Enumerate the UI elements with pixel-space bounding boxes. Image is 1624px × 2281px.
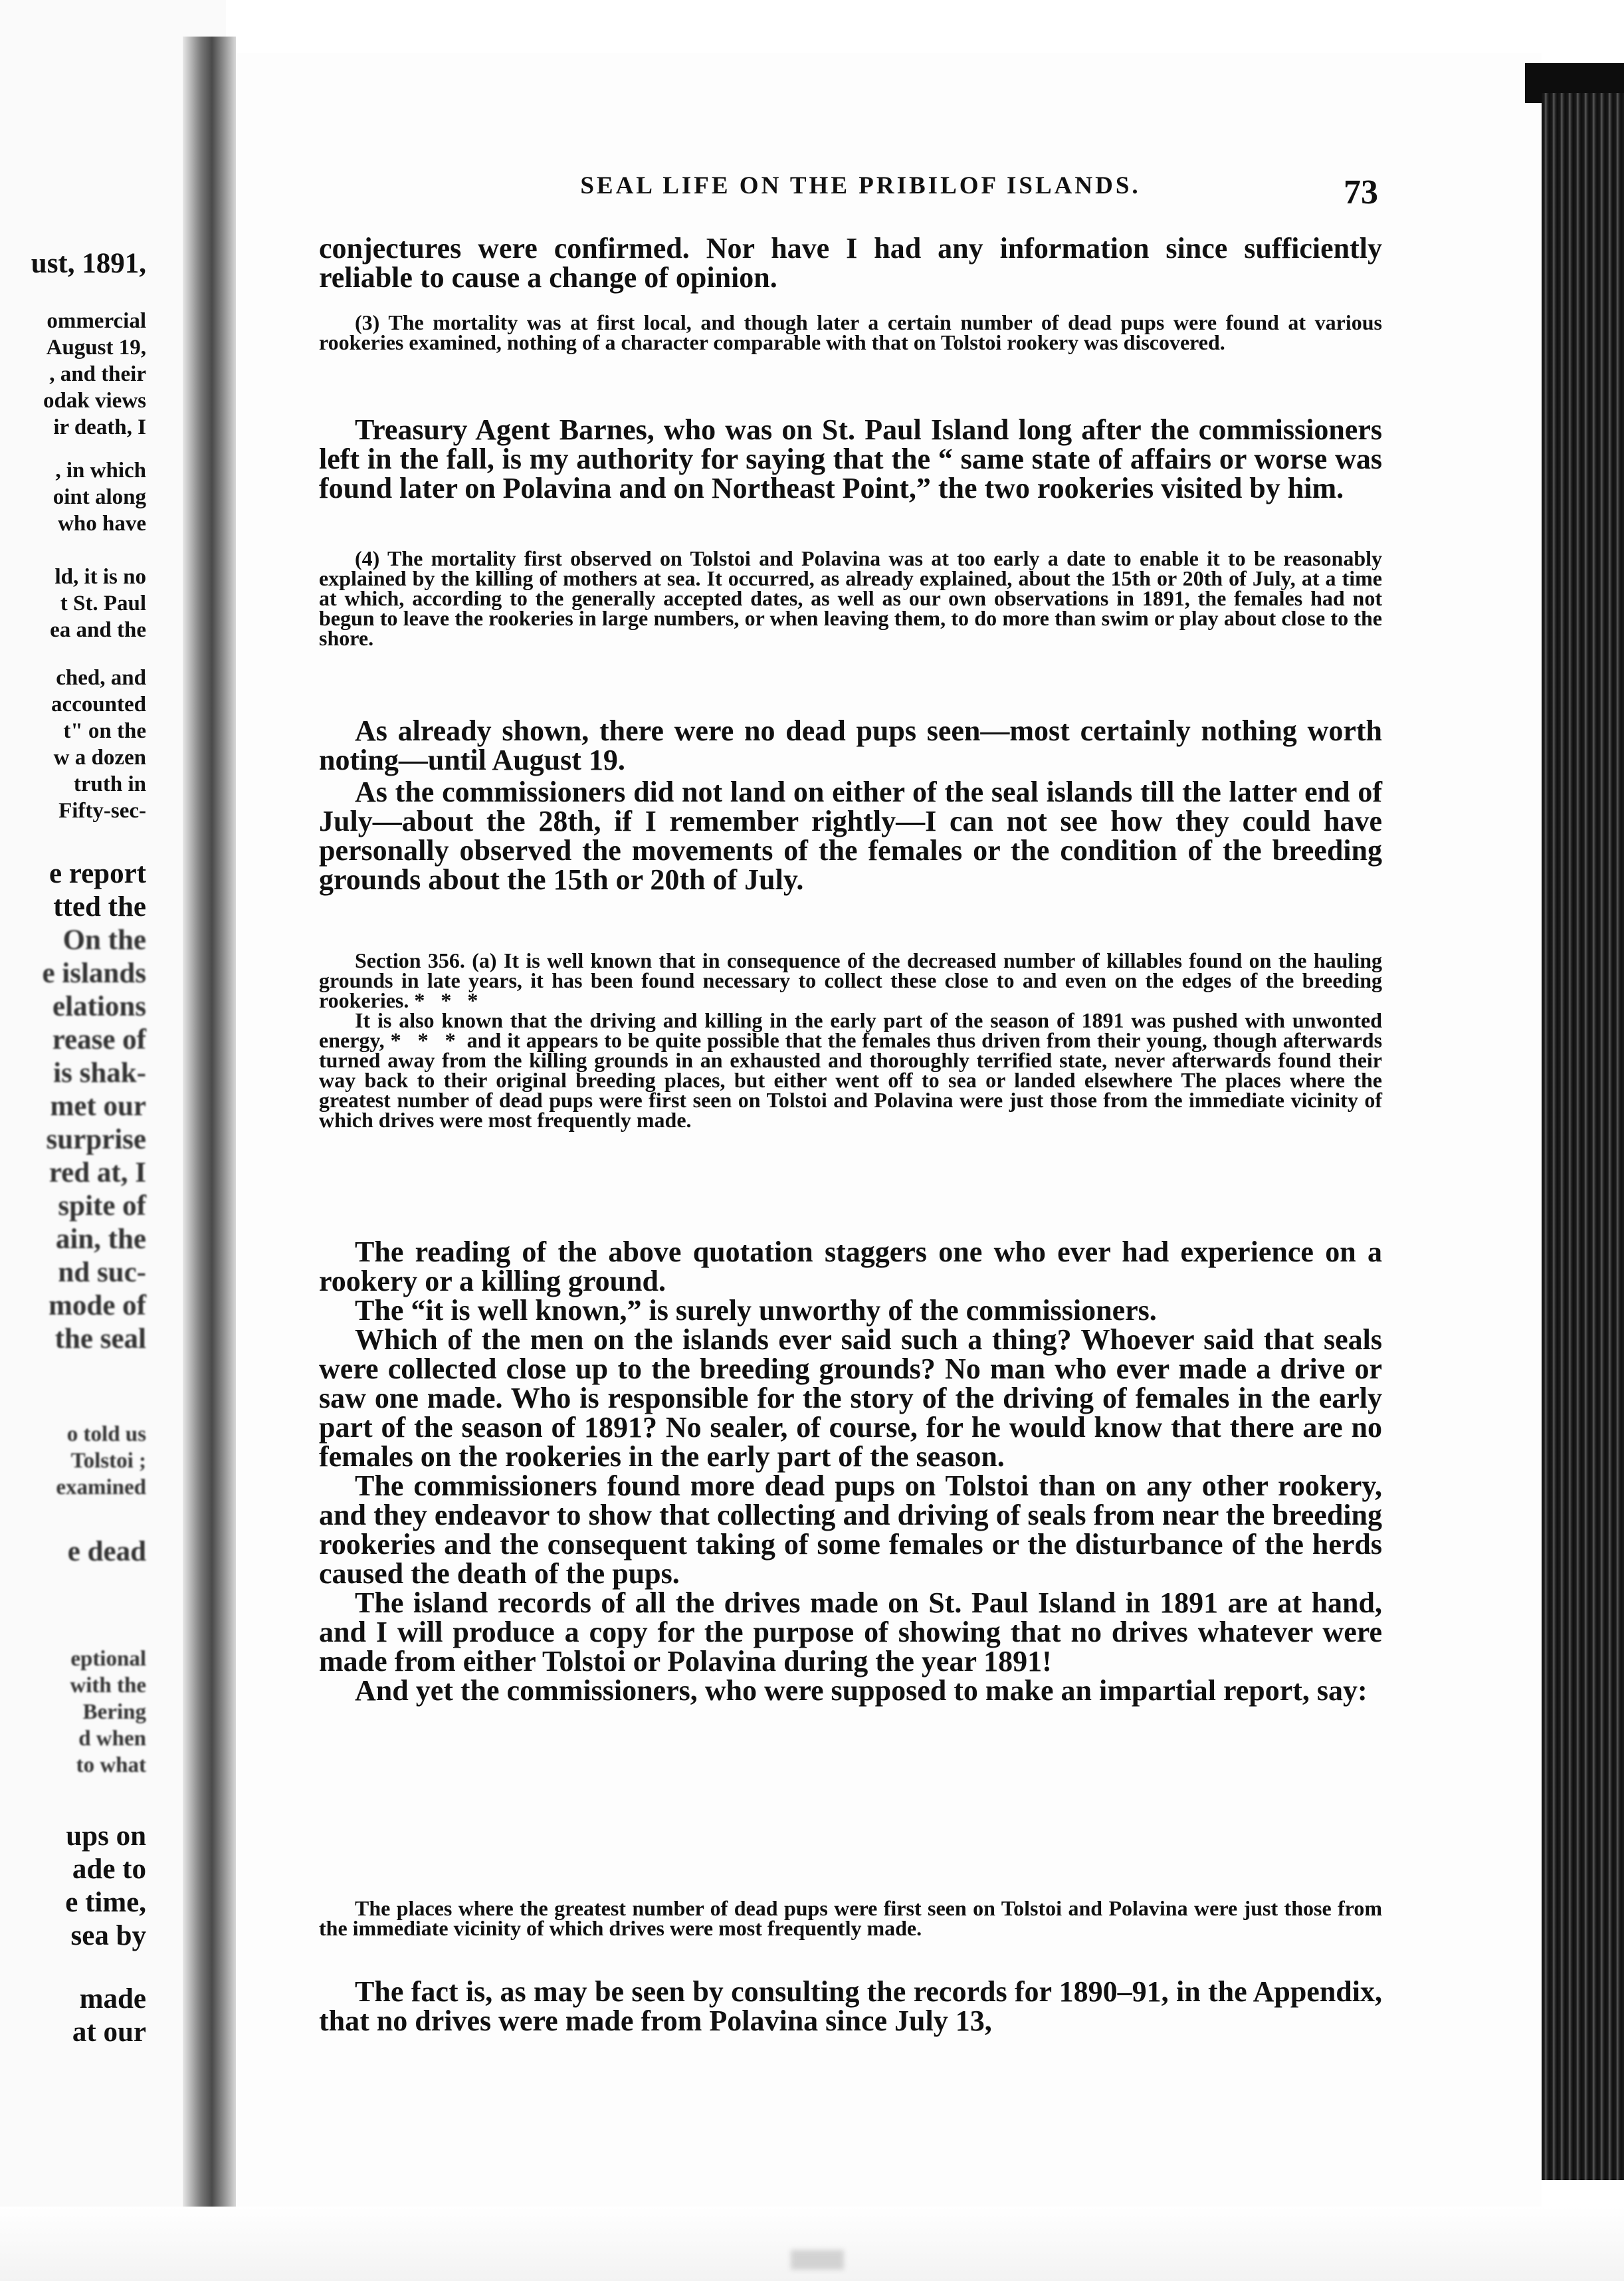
left-page-line: ommercial — [47, 309, 146, 333]
left-page-line: with the — [70, 1674, 146, 1697]
left-page-line: red at, I — [49, 1157, 146, 1188]
left-page-line: August 19, — [46, 336, 146, 360]
left-page-line: mode of — [49, 1290, 146, 1321]
left-page-line: ain, the — [55, 1224, 146, 1255]
page-edges — [1542, 93, 1624, 2180]
left-page-line: Fifty-sec- — [58, 799, 146, 823]
left-page-line: , and their — [49, 362, 146, 386]
left-page-line: oint along — [52, 485, 146, 509]
quote-paragraph: The places where the greatest number of dead pups were first seen on Tolstoi and Polavina were just those from the immediate vicinity of which drives were most frequently made. — [319, 1896, 1382, 1940]
left-page-line: ir death, I — [53, 415, 146, 439]
left-page-line: Tolstoi ; — [70, 1449, 146, 1473]
body-paragraph: And yet the commissioners, who were supposed to make an impartial report, say: — [355, 1674, 1368, 1707]
left-page-line: who have — [58, 512, 146, 536]
body-paragraph: conjectures were confirmed. Nor have I had any information since sufficiently reliable to cause a change of opinion. — [319, 232, 1382, 294]
quote-paragraph: (3) The mortality was at first local, and though later a certain number of dead pups were found at various rookeries examined, nothing of a character comparable with that on Tolstoi rookery was discovered. — [319, 310, 1382, 354]
quote-paragraph — [319, 1010, 1382, 1130]
body-paragraph: As already shown, there were no dead pups seen—most certainly nothing worth noting—until August 19. — [319, 714, 1382, 776]
body-paragraph: The “it is well known,” is surely unworthy of the commissioners. — [355, 1294, 1157, 1327]
left-page-line: sea by — [70, 1920, 146, 1951]
paragraph-fact — [319, 1977, 1382, 2036]
left-page-line: w a dozen — [53, 746, 146, 770]
print-smudge — [791, 2250, 844, 2270]
quote-point-3 — [319, 312, 1382, 352]
left-page-line: , in which — [55, 459, 146, 483]
left-page-line: examined — [56, 1475, 146, 1499]
left-page-line: ade to — [72, 1854, 146, 1885]
left-page-line: e time, — [65, 1887, 146, 1918]
left-page-line: truth in — [73, 772, 146, 796]
body-paragraph: The reading of the above quotation staggers one who ever had experience on a rookery or a killing ground. — [319, 1236, 1382, 1297]
left-page-line: spite of — [58, 1190, 146, 1222]
page-number: 73 — [1344, 173, 1378, 211]
left-page-line: rease of — [52, 1024, 146, 1055]
body-paragraph: The island records of all the drives made on St. Paul Island in 1891 are at hand, and I will produce a copy for the purpose of showing that no drives whatever were made from either Tolstoi or Polavina during the year 1891! — [319, 1586, 1382, 1678]
body-paragraph: Which of the men on the islands ever said such a thing? Whoever said that seals were collected close up to the breeding grounds? No man who ever made a drive or saw one made. Who is responsible for the story of the driving of females in the early part of the season of 1891? No sealer, of course, for he would know that there are no females on the rookeries in the early part of the season. — [319, 1323, 1382, 1473]
quote-point-4 — [319, 548, 1382, 648]
body-paragraph: Treasury Agent Barnes, who was on St. Paul Island long after the commissioners left in the fall, is my authority for saying that the “ same state of affairs or worse was found later on Polavina and on Northeast Point,” the two rookeries visited by him. — [319, 413, 1382, 504]
body-paragraph: The commissioners found more dead pups on Tolstoi than on any other rookery, and they endeavor to show that collecting and driving of seals from near the breeding rookeries and the consequent taking of some females or the disturbance of the herds caused the death of the pups. — [319, 1469, 1382, 1590]
left-page-line: tted the — [53, 891, 146, 923]
left-page-line: On the — [62, 924, 146, 956]
left-page-line: e islands — [42, 958, 146, 989]
left-page-line: ups on — [66, 1820, 146, 1852]
left-page-line: odak views — [43, 389, 146, 413]
left-page-line: made — [79, 1983, 146, 2014]
left-page-line: nd suc- — [58, 1257, 146, 1288]
left-page-line: ld, it is no — [54, 565, 146, 589]
left-page-line: ched, and — [56, 666, 146, 690]
ellipsis-stars: * * * — [414, 988, 484, 1012]
quote-section-356 — [319, 950, 1382, 1130]
left-page-line: t" on the — [63, 719, 146, 743]
left-page-line: to what — [76, 1753, 146, 1777]
book-page — [236, 53, 1542, 2213]
quote-places — [319, 1898, 1382, 1938]
left-page-line: e dead — [67, 1536, 146, 1567]
left-page-line: t St. Paul — [60, 592, 146, 615]
left-page-line: ust, 1891, — [31, 248, 146, 279]
paragraph-reading — [319, 1238, 1382, 1705]
left-page-line: accounted — [51, 693, 146, 716]
bottom-margin — [0, 2207, 1624, 2281]
left-page-line: surprise — [46, 1124, 146, 1155]
paragraph-conjectures — [319, 234, 1382, 292]
paragraph-already-shown — [319, 716, 1382, 775]
quote-paragraph: (4) The mortality first observed on Tolstoi and Polavina was at too early a date to enable it to be reasonably explained by the killing of mothers at sea. It occurred, as already explained, about the 15th or 20th of July, at a time at which, according to the generally accepted dates, as well as our own observations in 1891, the females had not begun to leave the rookeries in large numbers, or when leaving them, to do more than swim or play about close to the shore. — [319, 546, 1382, 650]
body-paragraph: The fact is, as may be seen by consulting the records for 1890–91, in the Appendix, that no drives were made from Polavina since July 13, — [319, 1975, 1382, 2037]
left-page-line: elations — [52, 991, 146, 1022]
quote-text: Section 356. (a) It is well known that in consequence of the decreased number of killables found on the hauling grounds in late years, it has been found necessary to collect these close to and even on the edges of the breeding rookeries. — [319, 948, 1382, 1012]
ellipsis-stars: * * * — [390, 1028, 461, 1052]
left-page-line: at our — [72, 2016, 146, 2048]
body-paragraph: As the commissioners did not land on either of the seal islands till the latter end of July—about the 28th, if I remember rightly—I can not see how they could have personally observed the movements of the females or the condition of the breeding grounds about the 15th or 20th of July. — [319, 776, 1382, 896]
left-page-line: is shak- — [53, 1057, 146, 1089]
left-page-line: eptional — [70, 1647, 146, 1671]
paragraph-commissioners-land — [319, 778, 1382, 895]
left-page-line: the seal — [54, 1323, 146, 1355]
left-page-line: e report — [49, 858, 146, 889]
running-title: SEAL LIFE ON THE PRIBILOF ISLANDS. — [580, 172, 1141, 199]
book-gutter — [183, 37, 236, 2210]
left-page-line: met our — [50, 1091, 146, 1122]
left-page-line: d when — [78, 1727, 146, 1751]
quote-text: and it appears to be quite possible that the females thus driven from their young, though afterwards turned away from the killing grounds in an exhausted and thoroughly terrified state, never afterwards found their way back to their original breeding places, but either went off to sea or landed elsewhere The places where the greatest number of dead pups were first seen on Tolstoi and Polavina were just those from the immediate vicinity of which drives were most frequently made. — [319, 1028, 1383, 1132]
quote-paragraph — [319, 950, 1382, 1010]
left-page-line: o told us — [66, 1422, 146, 1446]
left-page-line: ea and the — [50, 618, 146, 642]
quote-text: It is also known that the driving and killing in the early part of the season of 1891 was pushed with unwonted energy, — [319, 1008, 1382, 1052]
paragraph-barnes — [319, 415, 1382, 503]
left-page-line: Bering — [82, 1700, 146, 1724]
